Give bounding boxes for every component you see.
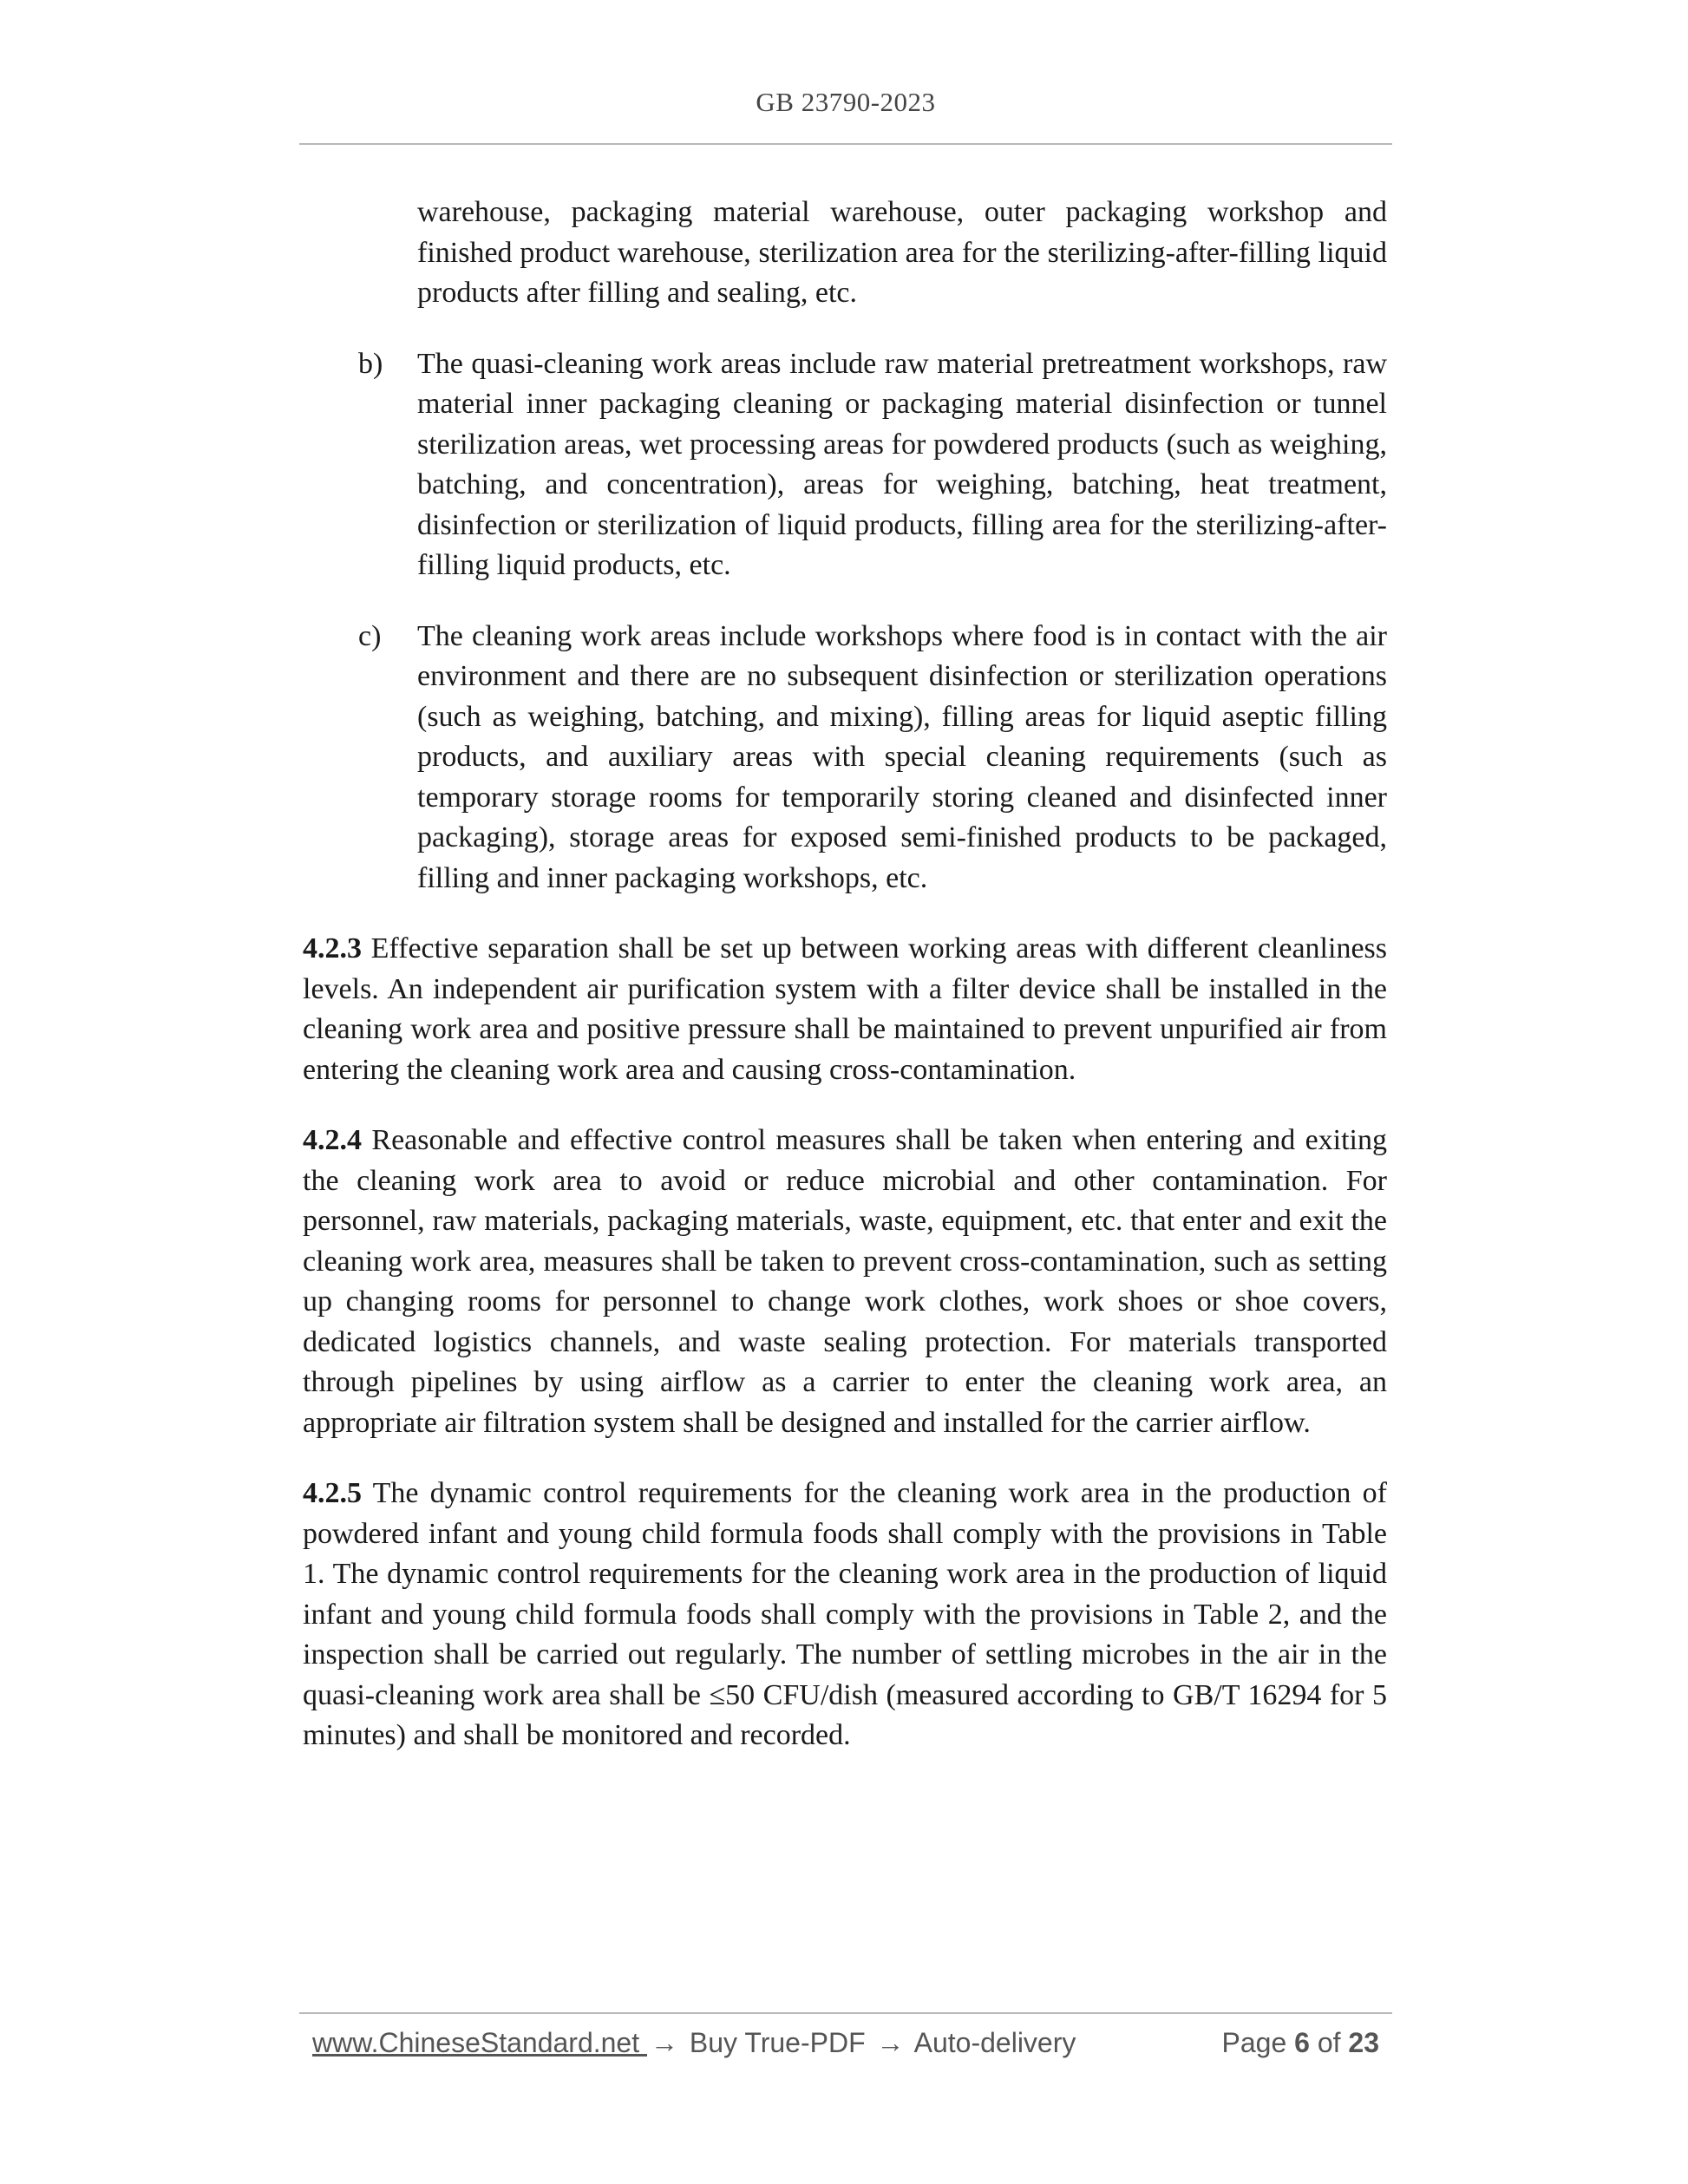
footer-divider <box>299 2012 1392 2014</box>
arrow-right-icon: → <box>651 2027 678 2058</box>
header-divider <box>299 143 1392 145</box>
page-total: 23 <box>1348 2027 1379 2058</box>
clause-text: Effective separation shall be set up between working areas with different cleanliness levels. An independent air purification system with a filter device shall be installed in the cleaning work area and positive pressure shall be maintained to prevent unpurified air from entering the cleaning work area and causing cross-contamination. <box>303 932 1388 1086</box>
page-current: 6 <box>1294 2027 1310 2058</box>
delivery-text: Auto-delivery <box>907 2027 1076 2058</box>
clause-text: Reasonable and effective control measures shall be taken when entering and exiting the cleaning work area to avoid or reduce microbial and other contamination. For personnel, raw materials, packaging materials, waste, equipment, etc. that enter and exit the cleaning work area, measures shall be taken to prevent cross-contamination, such as setting up changing rooms for personnel to change work clothes, work shoes or shoe covers, dedicated logistics channels, and waste sealing protection. For materials transported through pipelines by using airflow as a carrier to enter the cleaning work area, an appropriate air filtration system shall be designed and installed for the carrier airflow. <box>303 1124 1388 1439</box>
clause-4-2-4 <box>303 1121 1387 1443</box>
buy-text: Buy True-PDF <box>682 2027 873 2058</box>
document-body <box>303 193 1387 1787</box>
clause-4-2-3 <box>303 929 1387 1090</box>
list-marker: b) <box>358 347 383 380</box>
page-header: GB 23790-2023 <box>756 87 936 117</box>
clause-number: 4.2.4 <box>303 1124 362 1156</box>
list-marker: c) <box>358 619 382 652</box>
site-link[interactable]: www.ChineseStandard.net <box>312 2027 647 2058</box>
clause-number: 4.2.5 <box>303 1477 362 1509</box>
clause-4-2-5 <box>303 1474 1387 1756</box>
list-item-text: The quasi-cleaning work areas include raw material pretreatment workshops, raw material inner packaging cleaning or packaging material disinfection or tunnel sterilization areas, wet processing areas for powdered products (such as weighing, batching, and concentration), areas for weighing, batching, heat treatment, disinfection or sterilization of liquid products, filling area for the sterilizing-after-filling liquid products, etc. <box>417 347 1387 581</box>
page-footer <box>312 2027 1379 2070</box>
page-of-label: of <box>1309 2027 1349 2058</box>
list-item-c <box>303 617 1387 899</box>
clause-text: The dynamic control requirements for the cleaning work area in the production of powdered infant and young child formula foods shall comply with the provisions in Table 1. The dynamic control requirements for the cleaning work area in the production of liquid infant and young child formula foods shall comply with the provisions in Table 2, and the inspection shall be carried out regularly. The number of settling microbes in the air in the quasi-cleaning work area shall be ≤50 CFU/dish (measured according to GB/T 16294 for 5 minutes) and shall be monitored and recorded. <box>303 1477 1387 1751</box>
arrow-right-icon: → <box>876 2027 905 2058</box>
clause-number: 4.2.3 <box>303 932 362 964</box>
page-indicator <box>1222 2027 1379 2059</box>
continued-list-text: warehouse, packaging material warehouse, outer packaging workshop and finished product warehouse, sterilization area for the sterilizing-after-filling liquid products after filling and sealing, etc. <box>417 196 1387 309</box>
list-item-text: The cleaning work areas include workshops where food is in contact with the air environment and there are no subsequent disinfection or sterilization operations (such as weighing, batching, and mixing), filling areas for liquid aseptic filling products, and auxiliary areas with special cleaning requirements (such as temporary storage rooms for temporarily storing cleaned and disinfected inner packaging), storage areas for exposed semi-finished products to be packaged, filling and inner packaging workshops, etc. <box>417 619 1387 894</box>
footer-promo <box>312 2027 1076 2059</box>
list-item-b <box>303 344 1387 586</box>
page-label: Page <box>1221 2027 1295 2058</box>
